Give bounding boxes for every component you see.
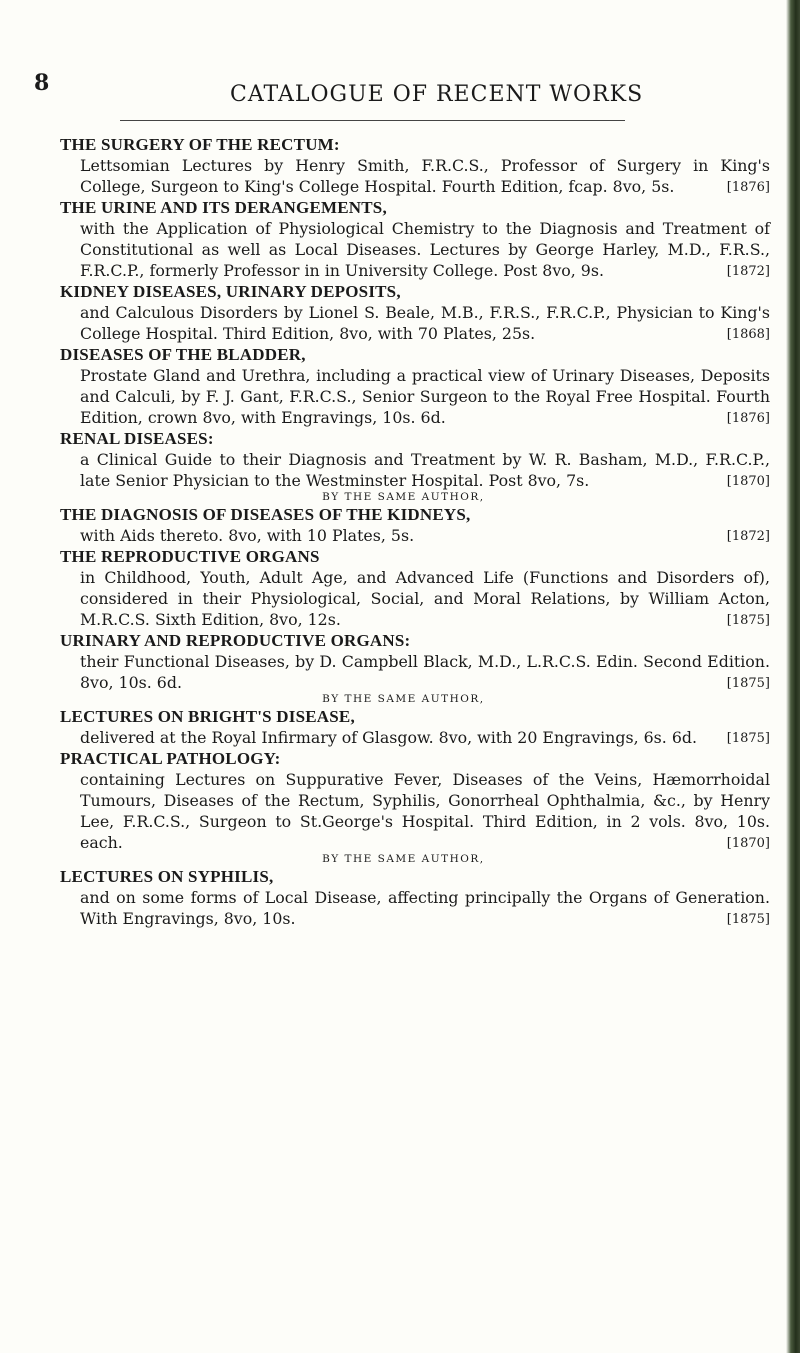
entry-date: [1876] (726, 180, 770, 195)
entry-description (60, 365, 770, 428)
catalogue-entry (60, 546, 770, 630)
catalogue-entry (60, 197, 770, 281)
catalogue-entry (60, 134, 770, 197)
entry-description-text: containing Lectures on Suppurative Fever, Diseases of the Veins, Hæmorrhoidal Tumours, Diseases of the Rectum, Syphilis, Gonorrheal Ophthalmia, &c., by Henry Lee, F.R.C.S., Surgeon to St.George's Hospital. Third Edition, in 2 vols. 8vo, 10s. each. (80, 770, 770, 852)
entry-title: THE URINE AND ITS DERANGEMENTS, (60, 198, 387, 217)
catalogue-entry (60, 491, 770, 546)
entry-description-text: a Clinical Guide to their Diagnosis and Treatment by W. R. Basham, M.D., F.R.C.P., late Senior Physician to the Westminster Hospital. Post 8vo, 7s. (80, 450, 770, 490)
catalogue-entry (60, 748, 770, 853)
entry-description-text: with Aids thereto. 8vo, with 10 Plates, 5s. (80, 526, 415, 545)
page-number: 8 (34, 70, 50, 96)
entry-title: THE SURGERY OF THE RECTUM: (60, 135, 340, 154)
entry-description-text: delivered at the Royal Infirmary of Glasgow. 8vo, with 20 Engravings, 6s. 6d. (80, 728, 698, 747)
same-author-note: BY THE SAME AUTHOR, (322, 491, 485, 503)
entry-description (60, 449, 770, 491)
catalogue-entry (60, 428, 770, 491)
entry-date: [1872] (726, 264, 770, 279)
entry-title: PRACTICAL PATHOLOGY: (60, 749, 281, 768)
entry-date: [1872] (726, 529, 770, 544)
entry-description-text: and Calculous Disorders by Lionel S. Beale, M.B., F.R.S., F.R.C.P., Physician to King's College Hospital. Third Edition, 8vo, with 70 Plates, 25s. (80, 303, 770, 343)
catalogue-entry (60, 853, 770, 929)
entry-date: [1875] (726, 676, 770, 691)
entry-description (60, 769, 770, 853)
entry-description (60, 567, 770, 630)
entry-date: [1875] (726, 731, 770, 746)
header-rule (120, 120, 625, 121)
entry-description-text: their Functional Diseases, by D. Campbell Black, M.D., L.R.C.S. Edin. Second Edition. 8vo, 10s. 6d. (80, 652, 770, 692)
entry-description (60, 302, 770, 344)
entry-description (60, 887, 770, 929)
entry-description-text: Lettsomian Lectures by Henry Smith, F.R.C.S., Professor of Surgery in King's College, Surgeon to King's College Hospital. Fourth Edition, fcap. 8vo, 5s. (80, 156, 770, 196)
catalogue-entry (60, 693, 770, 748)
entry-description (60, 218, 770, 281)
entry-description (60, 525, 770, 546)
catalogue-entry (60, 281, 770, 344)
binding-edge (786, 0, 800, 1353)
same-author-note: BY THE SAME AUTHOR, (322, 853, 485, 865)
entry-date: [1875] (726, 613, 770, 628)
entry-description-text: in Childhood, Youth, Adult Age, and Advanced Life (Functions and Disorders of), considered in their Physiological, Social, and Moral Relations, by William Acton, M.R.C.S. Sixth Edition, 8vo, 12s. (80, 568, 770, 629)
entry-description-text: and on some forms of Local Disease, affecting principally the Organs of Generation. With Engravings, 8vo, 10s. (80, 888, 770, 928)
catalogue-entry (60, 630, 770, 693)
catalogue-entries (60, 134, 770, 930)
running-head: CATALOGUE OF RECENT WORKS (230, 82, 644, 107)
entry-title: LECTURES ON BRIGHT'S DISEASE, (60, 707, 355, 726)
entry-title: THE DIAGNOSIS OF DISEASES OF THE KIDNEYS, (60, 505, 471, 524)
entry-date: [1875] (726, 912, 770, 927)
catalogue-entry (60, 344, 770, 428)
entry-description-text: with the Application of Physiological Chemistry to the Diagnosis and Treatment of Constitutional as well as Local Diseases. Lectures by George Harley, M.D., F.R.S., F.R.C.P., formerly Professor in in University College. Post 8vo, 9s. (80, 219, 770, 280)
entry-description (60, 651, 770, 693)
entry-description-text: Prostate Gland and Urethra, including a practical view of Urinary Diseases, Deposits and Calculi, by F. J. Gant, F.R.C.S., Senior Surgeon to the Royal Free Hospital. Fourth Edition, crown 8vo, with Engravings, 10s. 6d. (80, 366, 770, 427)
entry-title: DISEASES OF THE BLADDER, (60, 345, 306, 364)
entry-title: THE REPRODUCTIVE ORGANS (60, 547, 320, 566)
entry-title: RENAL DISEASES: (60, 429, 214, 448)
entry-title: KIDNEY DISEASES, URINARY DEPOSITS, (60, 282, 401, 301)
entry-description (60, 727, 770, 748)
entry-date: [1870] (726, 836, 770, 851)
entry-title: URINARY AND REPRODUCTIVE ORGANS: (60, 631, 411, 650)
same-author-note: BY THE SAME AUTHOR, (322, 693, 485, 705)
entry-date: [1876] (726, 411, 770, 426)
entry-description (60, 155, 770, 197)
entry-date: [1870] (726, 474, 770, 489)
entry-title: LECTURES ON SYPHILIS, (60, 867, 274, 886)
entry-date: [1868] (726, 327, 770, 342)
